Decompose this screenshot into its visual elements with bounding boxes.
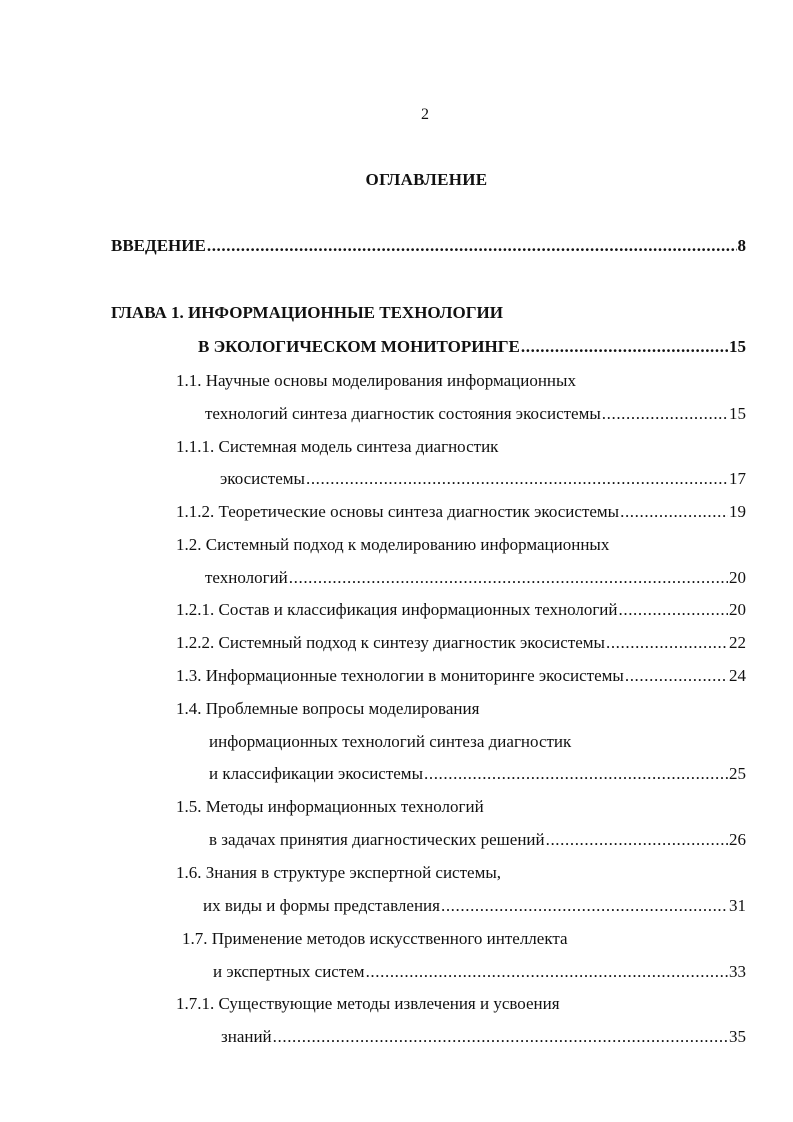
toc-section-1-7-line1[interactable]: 1.7. Применение методов искусственного интеллекта xyxy=(182,929,568,948)
toc-chapter1-line1[interactable]: ГЛАВА 1. ИНФОРМАЦИОННЫЕ ТЕХНОЛОГИИ xyxy=(111,303,503,322)
toc-chapter1-page: 15 xyxy=(729,337,746,356)
dot-leader xyxy=(546,828,728,852)
toc-section-1-4-page: 25 xyxy=(729,764,746,783)
toc-section-1-7-1-line1[interactable]: 1.7.1. Существующие методы извлечения и усвоения xyxy=(176,994,560,1013)
toc-section-1-2-1-label: 1.2.1. Состав и классификация информационных технологий xyxy=(176,600,618,619)
toc-section-1-1-1-line2: экосистемы xyxy=(220,469,305,488)
toc-section-1-5-line2: в задачах принятия диагностических решений xyxy=(209,830,545,849)
toc-section-1-1-2-page: 19 xyxy=(729,502,746,521)
dot-leader xyxy=(441,894,728,918)
toc-section-1-2-page: 20 xyxy=(729,568,746,587)
toc-section-1-1-2[interactable] xyxy=(176,500,746,524)
toc-section-1-4-line1[interactable]: 1.4. Проблемные вопросы моделирования xyxy=(176,699,480,718)
toc-section-1-1-line2: технологий синтеза диагностик состояния экосистемы xyxy=(205,404,601,423)
toc-section-1-1-1-line1[interactable]: 1.1.1. Системная модель синтеза диагностик xyxy=(176,437,499,456)
dot-leader xyxy=(602,402,728,426)
dot-leader xyxy=(619,598,729,622)
toc-section-1-2-1[interactable] xyxy=(176,598,746,622)
dot-leader xyxy=(366,960,728,984)
dot-leader xyxy=(273,1025,728,1049)
toc-chapter1-line2: В ЭКОЛОГИЧЕСКОМ МОНИТОРИНГЕ xyxy=(198,337,520,356)
toc-section-1-2-2-page: 22 xyxy=(729,633,746,652)
toc-section-1-3-page: 24 xyxy=(729,666,746,685)
page-number: 2 xyxy=(421,106,429,123)
toc-section-1-2-2[interactable] xyxy=(176,631,746,655)
toc-section-1-1-1[interactable] xyxy=(220,467,746,491)
toc-section-1-7[interactable] xyxy=(213,960,746,984)
toc-section-1-3[interactable] xyxy=(176,664,746,688)
toc-section-1-2-line1[interactable]: 1.2. Системный подход к моделированию информационных xyxy=(176,535,610,554)
toc-section-1-4[interactable] xyxy=(209,762,746,786)
toc-section-1-2-1-page: 20 xyxy=(729,600,746,619)
toc-entry-intro[interactable] xyxy=(111,234,746,258)
toc-section-1-1-line1[interactable]: 1.1. Научные основы моделирования информационных xyxy=(176,371,576,390)
toc-section-1-6-line2: их виды и формы представления xyxy=(203,896,440,915)
toc-section-1-6[interactable] xyxy=(203,894,746,918)
toc-section-1-7-1-line2: знаний xyxy=(221,1027,272,1046)
toc-section-1-6-line1[interactable]: 1.6. Знания в структуре экспертной системы, xyxy=(176,863,502,882)
dot-leader xyxy=(620,500,728,524)
toc-section-1-5-line1[interactable]: 1.5. Методы информационных технологий xyxy=(176,797,484,816)
dot-leader xyxy=(606,631,728,655)
toc-section-1-7-1[interactable] xyxy=(221,1025,746,1049)
dot-leader xyxy=(424,762,728,786)
toc-chapter1[interactable] xyxy=(198,335,746,359)
toc-section-1-2[interactable] xyxy=(205,566,746,590)
toc-section-1-1-2-label: 1.1.2. Теоретические основы синтеза диагностик экосистемы xyxy=(176,502,620,521)
toc-section-1-1[interactable] xyxy=(205,402,746,426)
toc-section-1-7-line2: и экспертных систем xyxy=(213,962,365,981)
toc-section-1-7-page: 33 xyxy=(729,962,746,981)
toc-section-1-7-1-page: 35 xyxy=(729,1027,746,1046)
toc-section-1-1-1-page: 17 xyxy=(729,469,746,488)
toc-section-1-4-line3: и классификации экосистемы xyxy=(209,764,423,783)
toc-section-1-2-line2: технологий xyxy=(205,568,288,587)
toc-section-1-4-line2[interactable]: информационных технологий синтеза диагностик xyxy=(209,732,572,751)
toc-entry-intro-label: ВВЕДЕНИЕ xyxy=(111,236,206,255)
dot-leader xyxy=(289,566,728,590)
toc-section-1-5[interactable] xyxy=(209,828,746,852)
toc-section-1-6-page: 31 xyxy=(729,896,746,915)
dot-leader xyxy=(306,467,728,491)
toc-section-1-1-page: 15 xyxy=(729,404,746,423)
toc-entry-intro-page: 8 xyxy=(737,236,746,255)
toc-section-1-2-2-label: 1.2.2. Системный подход к синтезу диагностик экосистемы xyxy=(176,633,605,652)
dot-leader xyxy=(207,234,737,258)
toc-section-1-5-page: 26 xyxy=(729,830,746,849)
dot-leader xyxy=(625,664,728,688)
dot-leader xyxy=(521,335,728,359)
toc-title: ОГЛАВЛЕНИЕ xyxy=(365,170,488,189)
toc-section-1-3-label: 1.3. Информационные технологии в мониторинге экосистемы xyxy=(176,666,624,685)
